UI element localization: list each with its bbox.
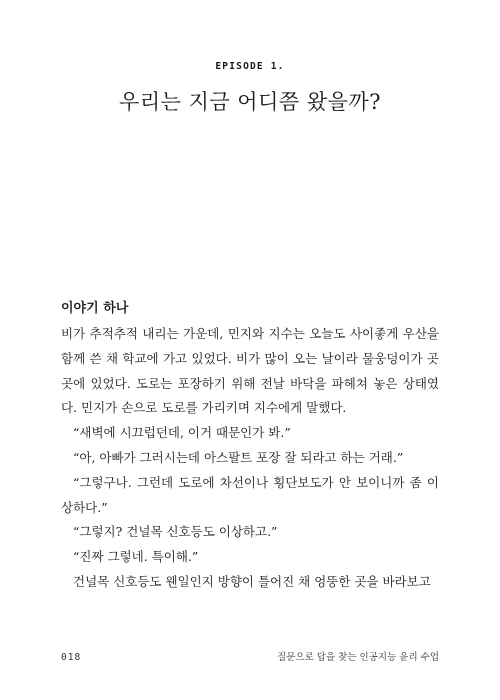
dialogue-line: “그렇지? 건널목 신호등도 이상하고.”: [73, 524, 278, 540]
dialogue-line: “새벽에 시끄럽던데, 이거 때문인가 봐.”: [73, 425, 291, 441]
body-paragraph: 건널목 신호등도 웬일인지 방향이 틀어진 채 엉뚱한 곳을 바라보고: [73, 573, 431, 589]
section-heading: 이야기 하나: [61, 301, 129, 316]
chapter-title: 우리는 지금 어디쯤 왔을까?: [119, 90, 381, 114]
page-number: 018: [61, 652, 82, 663]
running-title: 질문으로 답을 찾는 인공지능 윤리 수업: [277, 652, 439, 663]
body-text: [61, 322, 439, 595]
page-footer: [61, 649, 439, 663]
episode-label: EPISODE 1.: [215, 61, 285, 72]
body-paragraph: 비가 추적추적 내리는 가운데, 민지와 지수는 오늘도 사이좋게 우산을 함께 쓴 채 학교에 가고 있었다. 비가 많이 오는 날이라 물웅덩이가 곳곳에 있었다. 도로는 포장하기 위해 전날 바닥을 파헤쳐 놓은 상태였다. 민지가 손으로 도로를 가리키며 지수에게 말했다.: [61, 326, 439, 416]
dialogue-line: “그렇구나. 그런데 도로에 차선이나 횡단보도가 안 보이니까 좀 이상하다.”: [61, 474, 439, 515]
dialogue-line: “진짜 그렇네. 특이해.”: [73, 549, 199, 565]
dialogue-line: “아, 아빠가 그러시는데 아스팔트 포장 잘 되라고 하는 거래.”: [73, 449, 404, 465]
